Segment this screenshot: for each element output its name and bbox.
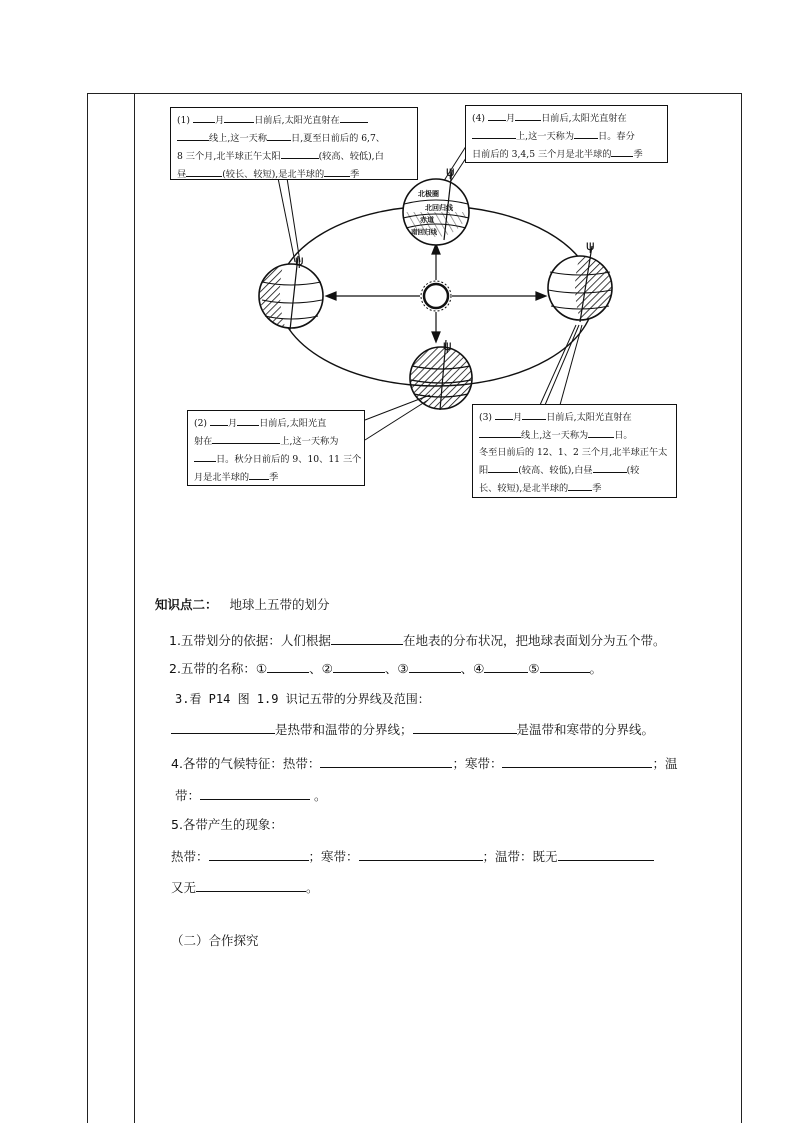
globe-bottom: [410, 339, 472, 410]
question-4b: 带： 。: [175, 788, 327, 803]
globe-label: 南回归线: [411, 228, 437, 236]
knowledge-section: [155, 596, 735, 956]
svg-text:ψ: ψ: [443, 339, 452, 354]
sun-icon: [421, 281, 451, 311]
question-3: 3.看 P14 图 1.9 识记五带的分界线及范围：: [175, 692, 430, 706]
question-1: 1.五带划分的依据：人们根据 在地表的分布状况，把地球表面划分为五个带。: [169, 633, 666, 648]
question-3b: 是热带和温带的分界线； 是温带和寒带的分界线。: [171, 720, 654, 739]
section-prefix: 知识点二：: [155, 597, 218, 612]
box-2: (2) 月 日前后,太阳光直 射在 上,这一天称为 日。秋分日前后的 9、10、11 三个 月是北半球的 季: [187, 410, 365, 486]
box-4: (4) 月 日前后,太阳光直射在 上,这一天称为 日。春分 日前后的 3,4,5 三个月是北半球的 季: [465, 105, 668, 163]
section-title: 地球上五带的划分: [229, 597, 330, 612]
svg-text:ψ: ψ: [586, 239, 595, 254]
question-2: 2.五带的名称：① 、② 、③ 、④ ⑤ 。: [169, 661, 603, 676]
globe-right: [548, 239, 612, 322]
svg-text:ψ: ψ: [295, 254, 304, 269]
globe-left: [259, 254, 323, 330]
section-heading: [155, 596, 329, 614]
question-4: 4.各带的气候特征：热带： ；寒带： ；温: [171, 756, 678, 771]
globe-label: 赤道: [420, 216, 434, 224]
svg-text:ψ: ψ: [446, 165, 455, 180]
question-5: 5.各带产生的现象：: [171, 817, 283, 832]
box-3: (3) 月 日前后,太阳光直射在 线上,这一天称为 日。 冬至日前后的 12、1、2 三个月,北半球正午太 阳 (较高、较低),白昼 (较 长、较短),是北半球的 季: [472, 404, 677, 498]
question-5b: 热带： ；寒带： ；温带：既无: [171, 847, 654, 866]
globe-label: 北极圈: [418, 190, 439, 198]
question-5c: 又无 。: [171, 880, 319, 895]
cooperation-heading: （二）合作探究: [171, 933, 259, 948]
box-1: (1) 月 日前后,太阳光直射在 线上,这一天称 日,夏至日前后的 6,7、 8 三个月,北半球正午太阳 (较高、较低),白 昼 (较长、较短),是北半球的 季: [170, 107, 418, 180]
globe-label: 北回归线: [425, 204, 453, 212]
